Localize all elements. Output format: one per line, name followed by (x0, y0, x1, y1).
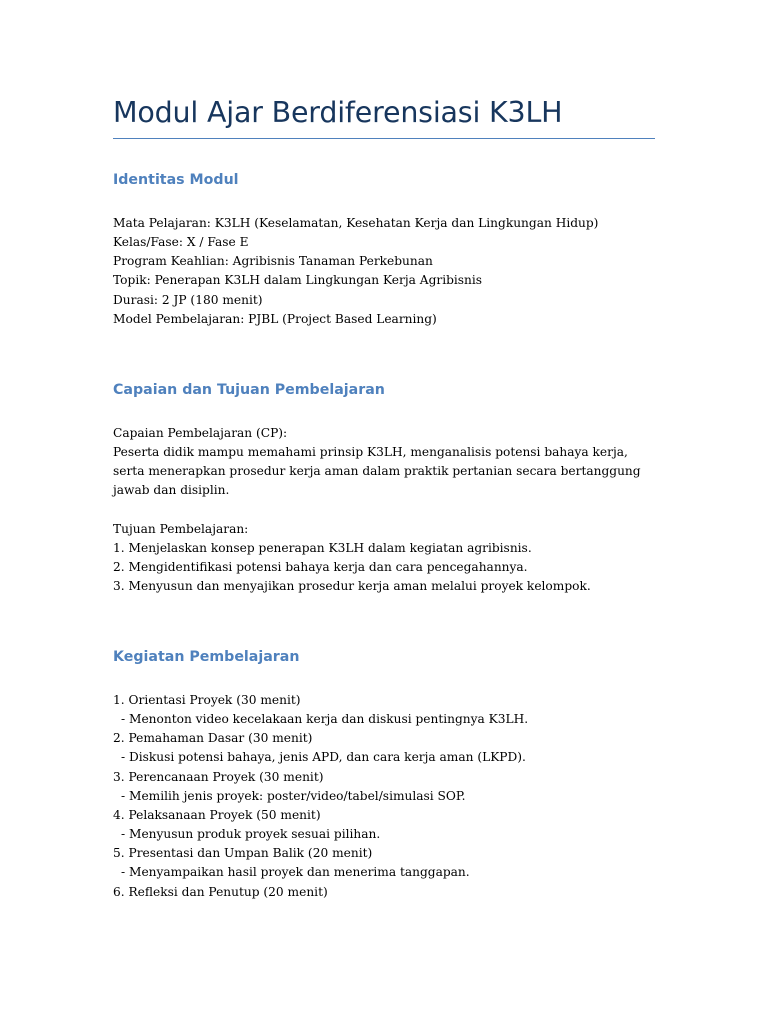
identitas-line-kelas-fase: Kelas/Fase: X / Fase E (113, 235, 249, 250)
identitas-line-model-pembelajaran: Model Pembelajaran: PJBL (Project Based Learning) (113, 311, 437, 326)
title-underline-divider (113, 138, 655, 139)
section-heading-capaian: Capaian dan Tujuan Pembelajaran (113, 382, 385, 398)
tp-item: 3. Menyusun dan menyajikan prosedur kerja aman melalui proyek kelompok. (113, 579, 591, 594)
kegiatan-step-detail: - Menyampaikan hasil proyek dan menerima tanggapan. (121, 865, 470, 880)
identitas-section (113, 214, 658, 329)
kegiatan-step-detail: - Menyusun produk proyek sesuai pilihan. (121, 827, 381, 842)
kegiatan-step-title: 1. Orientasi Proyek (30 menit) (113, 693, 301, 707)
kegiatan-step-title: 5. Presentasi dan Umpan Balik (20 menit) (113, 846, 373, 861)
kegiatan-step-title: 6. Refleksi dan Penutup (20 menit) (113, 884, 328, 899)
kegiatan-step-detail: - Menonton video kecelakaan kerja dan diskusi pentingnya K3LH. (121, 712, 529, 727)
section-heading-identitas: Identitas Modul (113, 172, 239, 188)
identitas-line-durasi: Durasi: 2 JP (180 menit) (113, 292, 263, 307)
tp-label: Tujuan Pembelajaran: (113, 521, 249, 536)
cp-label: Capaian Pembelajaran (CP): (113, 426, 288, 440)
section-heading-kegiatan: Kegiatan Pembelajaran (113, 649, 300, 665)
kegiatan-step-detail: - Diskusi potensi bahaya, jenis APD, dan cara kerja aman (LKPD). (121, 750, 526, 765)
kegiatan-step-title: 4. Pelaksanaan Proyek (50 menit) (113, 807, 321, 822)
kegiatan-step-title: 3. Perencanaan Proyek (30 menit) (113, 769, 324, 784)
identitas-line-mata-pelajaran: Mata Pelajaran: K3LH (Keselamatan, Kesehatan Kerja dan Lingkungan Hidup) (113, 216, 599, 230)
kegiatan-step-detail: - Memilih jenis proyek: poster/video/tabel/simulasi SOP. (121, 788, 466, 803)
capaian-section (113, 424, 658, 596)
identitas-line-topik: Topik: Penerapan K3LH dalam Lingkungan Kerja Agribisnis (113, 273, 483, 288)
kegiatan-section (113, 691, 658, 902)
identitas-line-program-keahlian: Program Keahlian: Agribisnis Tanaman Perkebunan (113, 254, 433, 269)
tp-item: 1. Menjelaskan konsep penerapan K3LH dalam kegiatan agribisnis. (113, 540, 532, 555)
cp-paragraph: Peserta didik mampu memahami prinsip K3LH, menganalisis potensi bahaya kerja, serta menerapkan prosedur kerja aman dalam praktik pertanian secara bertanggung jawab dan disiplin. (113, 445, 641, 498)
tp-item: 2. Mengidentifikasi potensi bahaya kerja dan cara pencegahannya. (113, 560, 528, 575)
document-title: Modul Ajar Berdiferensiasi K3LH (113, 96, 563, 129)
paragraph-spacer (113, 501, 658, 520)
kegiatan-step-title: 2. Pemahaman Dasar (30 menit) (113, 731, 313, 746)
